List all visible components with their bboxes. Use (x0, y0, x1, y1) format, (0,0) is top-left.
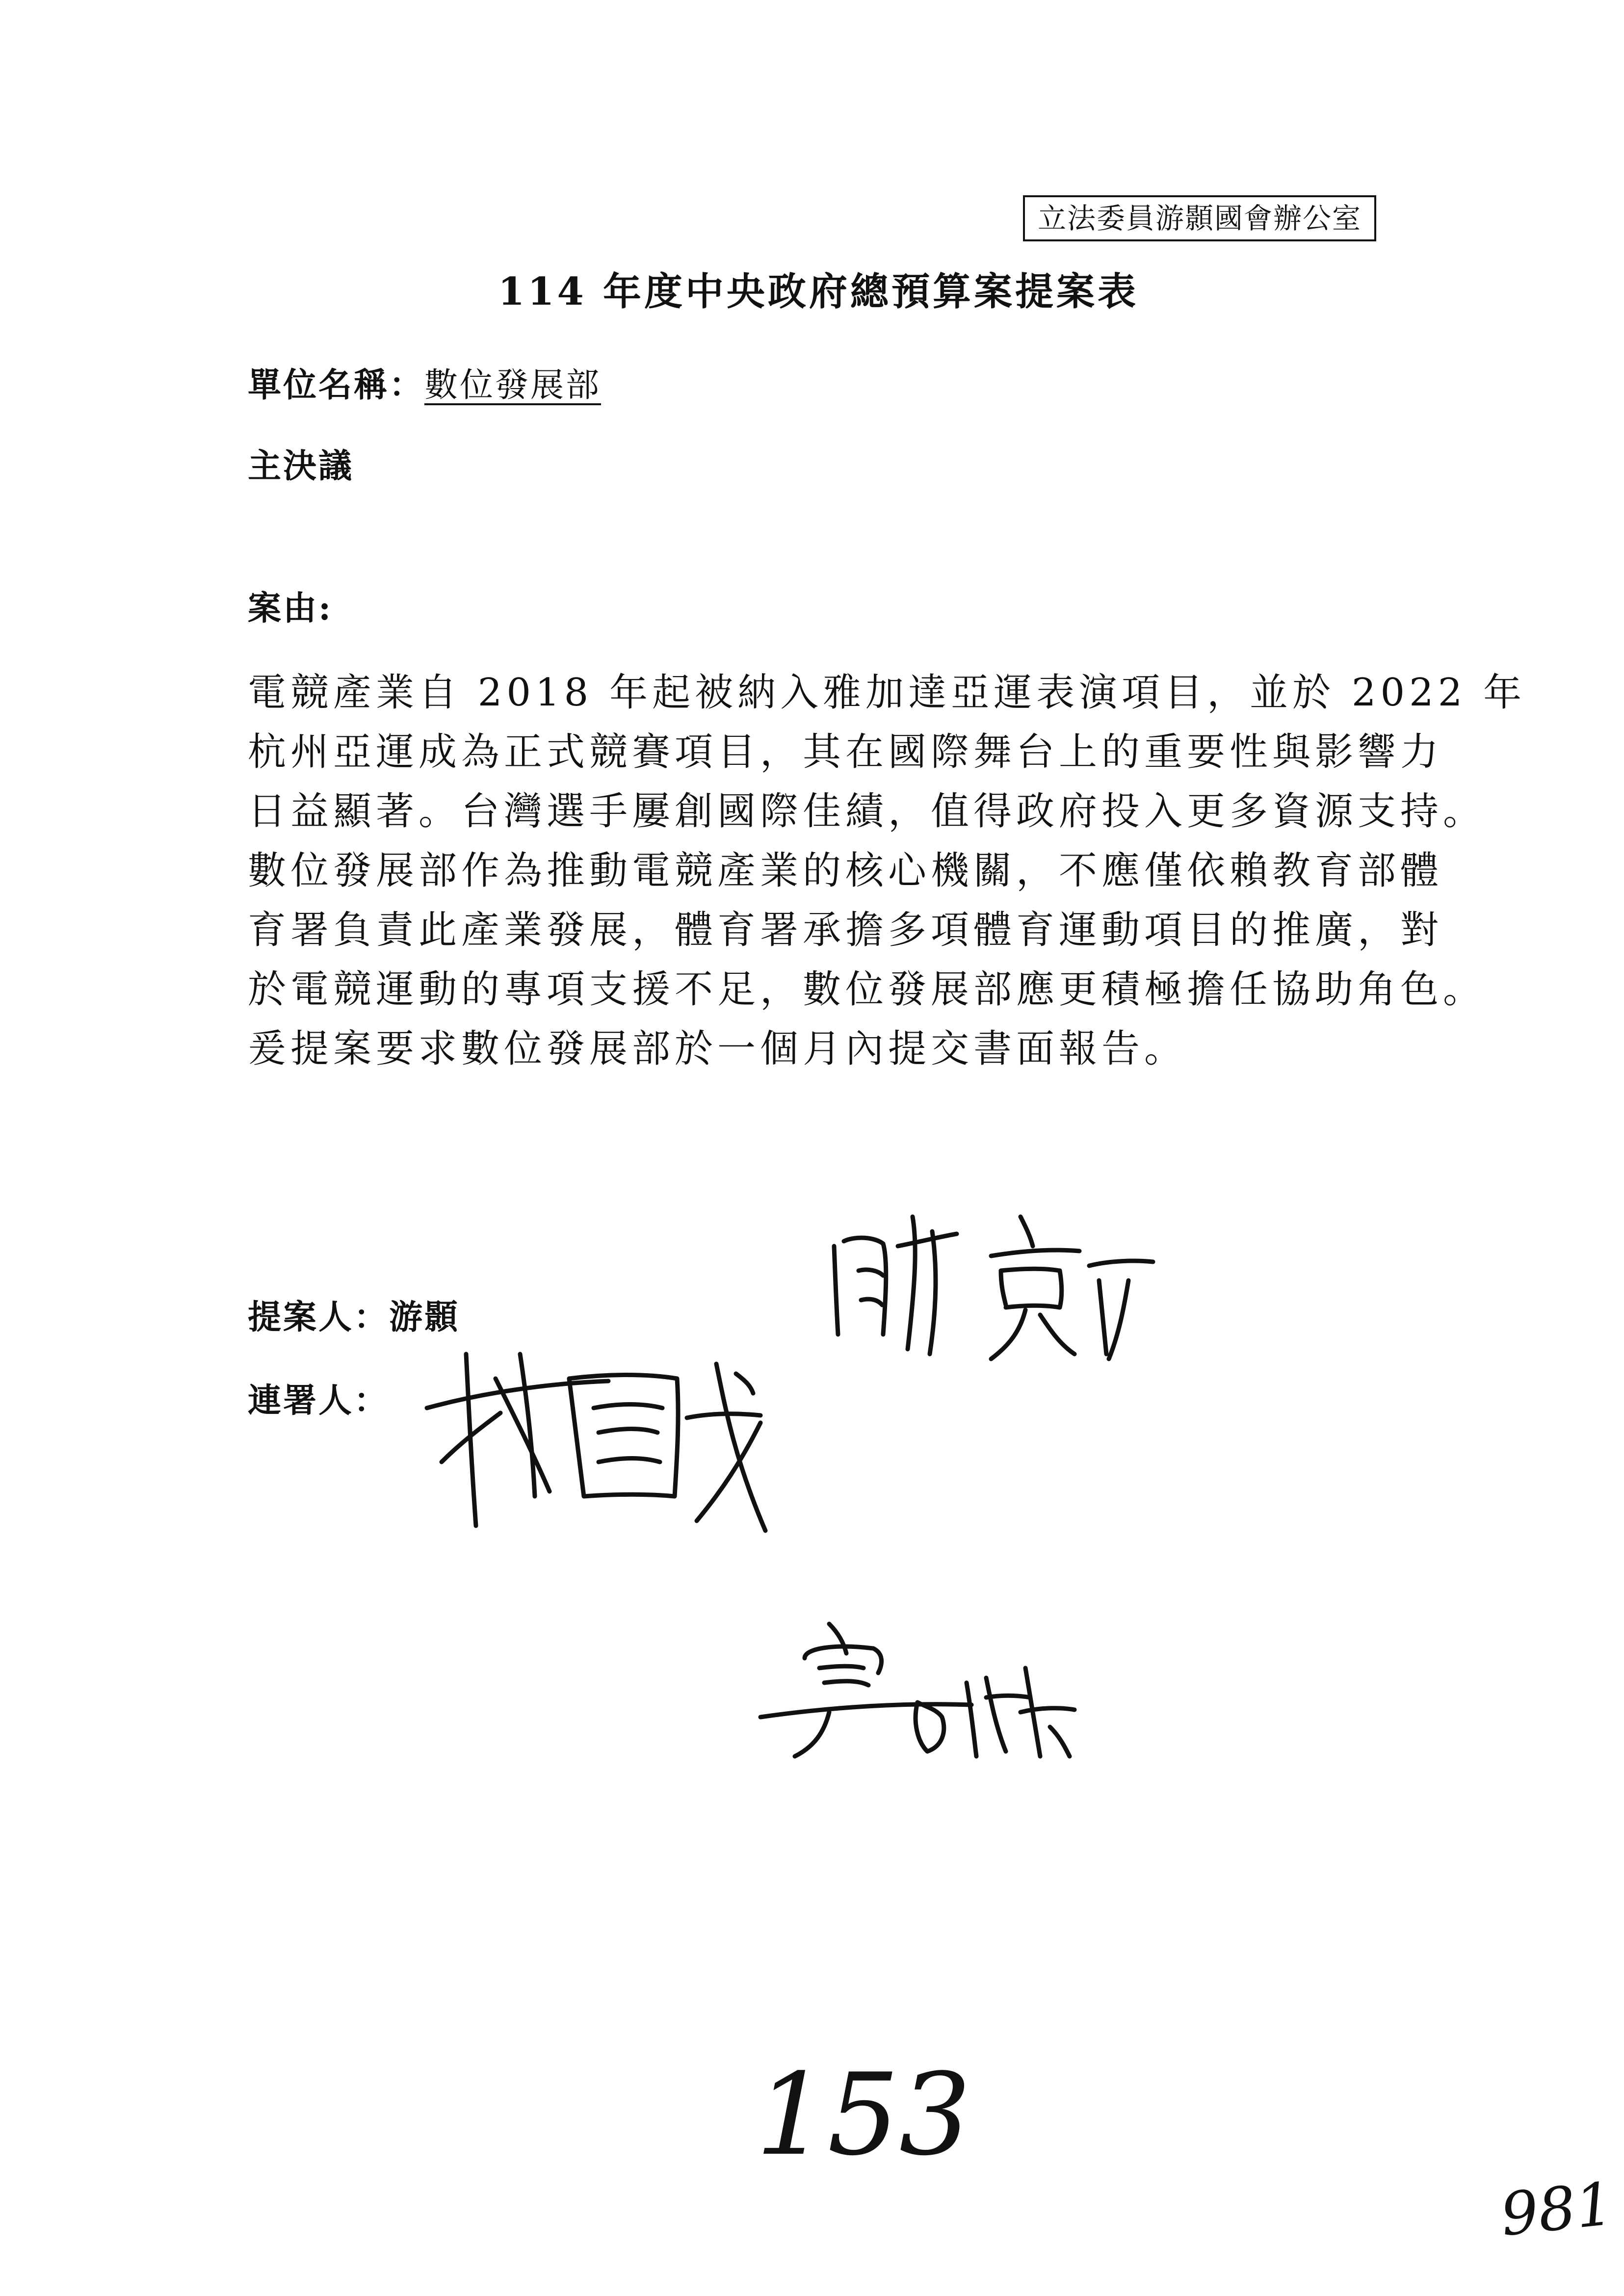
proposer-row (248, 1295, 460, 1339)
unit-value: 數位發展部 (424, 366, 602, 405)
page-number (746, 2050, 1021, 2181)
resolution-label: 主決議 (248, 446, 354, 486)
reason-label: 案由: (248, 589, 333, 628)
cosigner-label: 連署人： (248, 1381, 390, 1420)
reason-line: 杭州亞運成為正式競賽項目，其在國際舞台上的重要性與影響力 (248, 730, 1443, 774)
reason-line: 數位發展部作為推動電競產業的核心機關，不應僅依賴教育部體 (248, 849, 1443, 893)
cosigner-signature (756, 1604, 1079, 1766)
proposer-label: 提案人： (248, 1298, 390, 1337)
unit-label: 單位名稱： (248, 365, 425, 405)
reason-line: 電競產業自 2018 年起被納入雅加達亞運表演項目，並於 2022 年 (248, 671, 1526, 715)
unit-row (248, 363, 601, 408)
reason-line: 育署負責此產業發展，體育署承擔多項體育運動項目的推廣，對 (248, 908, 1443, 952)
cosigner-signature (422, 1334, 775, 1540)
reason-line: 爰提案要求數位發展部於一個月內提交書面報告。 (248, 1027, 1187, 1071)
corner-number: 981 (1497, 2169, 1617, 2250)
reason-body (248, 663, 1526, 1079)
office-stamp: 立法委員游顥國會辦公室 (1023, 195, 1376, 241)
page-number-text: 153 (756, 2050, 971, 2181)
reason-line: 於電競運動的專項支援不足，數位發展部應更積極擔任協助角色。 (248, 967, 1486, 1012)
proposer-name: 游顥 (389, 1298, 460, 1337)
reason-line: 日益顯著。台灣選手屢創國際佳績，值得政府投入更多資源支持。 (248, 789, 1486, 834)
document-title: 114 年度中央政府總預算案提案表 (498, 269, 1139, 314)
proposer-signature (814, 1187, 1168, 1374)
